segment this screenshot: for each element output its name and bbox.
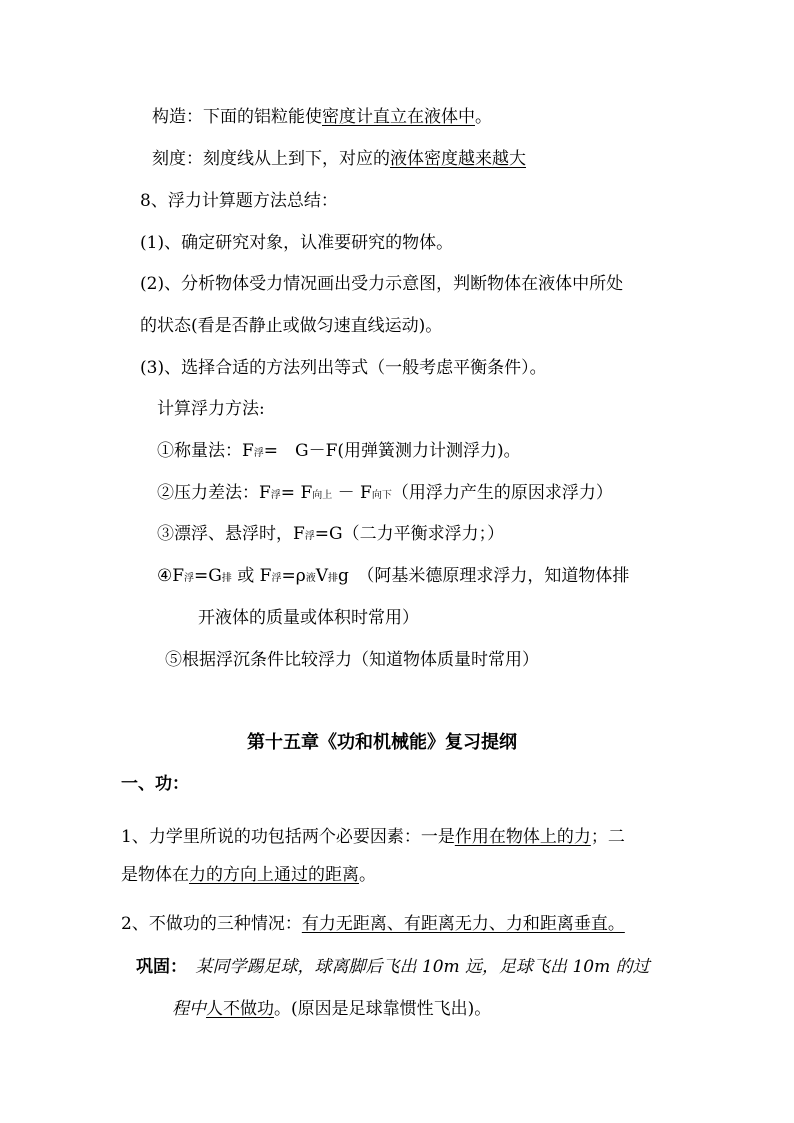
line-calc-methods: 计算浮力方法: xyxy=(157,399,265,419)
underlined-answer: 人不做功 xyxy=(206,999,274,1019)
chapter-title: 第十五章《功和机械能》复习提纲 xyxy=(247,732,517,753)
practice-label: 巩固： xyxy=(136,957,179,977)
line-scale: 刻度：刻度线从上到下，对应的液体密度越来越大 xyxy=(152,149,526,169)
method-weighing: ①称量法：F浮= G－F(用弹簧测力计测浮力)。 xyxy=(157,441,521,461)
paragraph-no-work: 2、不做功的三种情况：有力无距离、有距离无力、力和距离垂直。 xyxy=(121,914,625,934)
paragraph-work-factors-cont: 是物体在力的方向上通过的距离。 xyxy=(121,865,376,885)
method-floating: ③漂浮、悬浮时，F浮=G（二力平衡求浮力；） xyxy=(157,524,505,544)
method-archimedes: ④F浮=G排 或 F浮=ρ液V排g （阿基米德原理求浮力，知道物体排 xyxy=(157,566,630,586)
underlined-answer: 密度计直立在液体中 xyxy=(322,107,475,127)
method-pressure-difference: ②压力差法：F浮= F向上 － F向下（用浮力产生的原因求浮力） xyxy=(157,483,613,503)
section-heading-work: 一、功： xyxy=(121,774,189,794)
underlined-answer: 力的方向上通过的距离 xyxy=(189,865,359,885)
method-archimedes-cont: 开液体的质量或体积时常用） xyxy=(198,608,419,628)
underlined-answer: 有力无距离、有距离无力、力和距离垂直。 xyxy=(301,914,625,934)
line-structure: 构造：下面的铝粒能使密度计直立在液体中。 xyxy=(152,107,492,127)
line-step-1: (1)、确定研究对象，认准要研究的物体。 xyxy=(140,233,454,253)
paragraph-work-factors: 1、力学里所说的功包括两个必要因素：一是作用在物体上的力；二 xyxy=(121,827,625,847)
line-step-2-cont: 的状态(看是否静止或做匀速直线运动)。 xyxy=(140,316,443,336)
line-method-summary: 8、浮力计算题方法总结： xyxy=(140,191,338,211)
line-step-3: (3)、选择合适的方法列出等式（一般考虑平衡条件）。 xyxy=(140,358,547,378)
underlined-answer: 作用在物体上的力 xyxy=(454,827,591,847)
practice-example: 巩固： 某同学踢足球，球离脚后飞出 10m 远，足球飞出 10m 的过 xyxy=(136,957,650,977)
practice-example-cont: 程中人不做功。(原因是足球靠惯性飞出)。 xyxy=(172,999,492,1019)
method-sink-float: ⑤根据浮沉条件比较浮力（知道物体质量时常用） xyxy=(165,650,539,670)
underlined-answer: 液体密度越来越大 xyxy=(390,149,526,169)
line-step-2: (2)、分析物体受力情况画出受力示意图，判断物体在液体中所处 xyxy=(140,274,624,294)
